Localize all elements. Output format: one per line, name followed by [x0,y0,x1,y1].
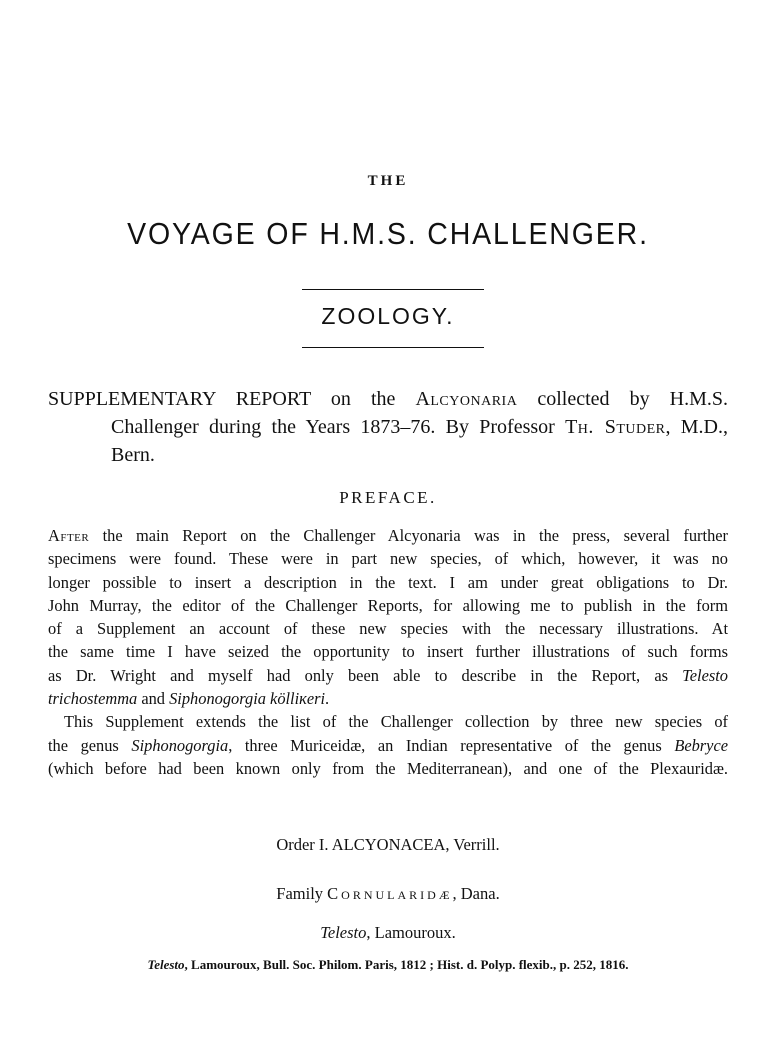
preface-line: of a Supplement an account of these new species with the necessary illustrations. At [48,619,728,639]
preface-line: After the main Report on the Challenger Alcyonaria was in the press, several further [48,526,728,545]
preface-line: the genus Siphonogorgia, three Muriceidæ, an Indian representative of the genus Bebryce [48,735,728,755]
divider-bottom [302,347,484,348]
report-heading-line-2: Challenger during the Years 1873–76. By Professor Th. Studer, M.D., [111,416,728,438]
preface-line: This Supplement extends the list of the Challenger collection by three new species of [64,712,728,732]
preface-body [48,524,728,780]
section-title: ZOOLOGY. [321,303,455,329]
genus-reference: Telesto, Lamouroux, Bull. Soc. Philom. Paris, 1812 ; Hist. d. Polyp. flexib., p. 252, 1816. [147,957,629,972]
preface-line: (which before had been known only from the Mediterranean), and one of the Plexauridæ. [48,758,728,778]
genus-heading: Telesto, Lamouroux. [320,923,456,942]
preface-line: the same time I have seized the opportunity to insert further illustrations of such forms [48,642,728,662]
preface-line: trichostemma and Siphonogorgia kölliкeri. [48,689,330,709]
preface-line: John Murray, the editor of the Challenger Reports, for allowing me to publish in the form [48,595,728,615]
page-title: VOYAGE OF H.M.S. CHALLENGER. [127,216,649,251]
report-heading-line-3: Bern. [111,444,155,466]
report-heading-line-1: SUPPLEMENTARY REPORT on the Alcyonaria collected by H.M.S. [48,388,728,410]
divider-top [302,289,484,290]
preface-line: specimens were found. These were in part new species, of which, however, it was no [48,549,728,569]
preface-line: as Dr. Wright and myself had only been able to describe in the Report, as Telesto [48,665,728,685]
preface-title: PREFACE. [339,488,437,507]
header-the: THE [367,173,409,189]
family-heading: Family Cornularidæ, Dana. [276,884,500,903]
order-heading: Order I. ALCYONACEA, Verrill. [276,835,500,854]
report-heading [48,385,728,469]
preface-line: longer possible to insert a description in the text. I am under great obligations to Dr. [48,572,728,592]
